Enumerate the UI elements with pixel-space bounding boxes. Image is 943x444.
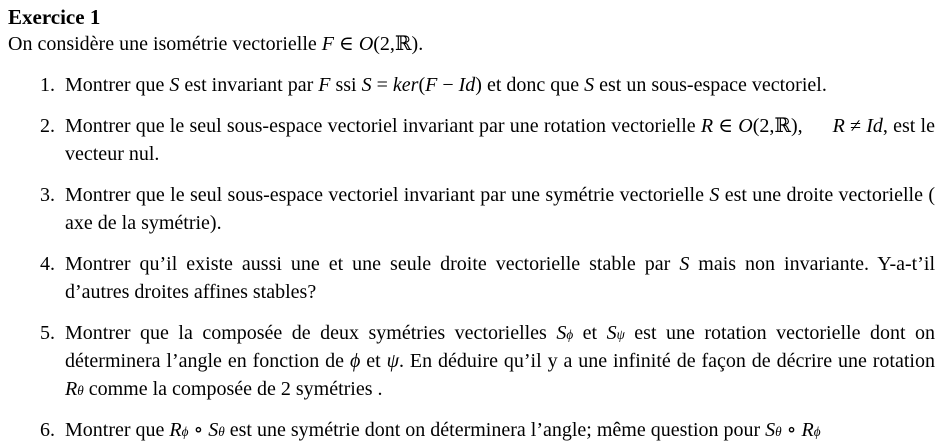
item-number: 5.: [40, 322, 55, 344]
exercise-item-5: [8, 319, 935, 403]
item-text: Montrer que la composée de deux symétries vectorielles $S_\phi$ et $S_\psi$ est une rotation vectorielle dont on déterminera l’angle en fonction de ϕ et ψ. En déduire qu’il y a une infinité de façon de décrire une rotation $R_\theta$ comme la composée de 2 symétries .: [65, 322, 935, 400]
exercise-item-6: [8, 416, 935, 444]
item-number: 3.: [40, 184, 55, 206]
item-text: Montrer que $R_\phi$ ∘ $S_\theta$ est une symétrie dont on déterminera l’angle; même question pour $S_\theta$ ∘ $R_\phi$: [65, 419, 821, 441]
item-text: Montrer qu’il existe aussi une et une seule droite vectorielle stable par S mais non invariante. Y-a-t’il d’autres droites affines stables?: [65, 253, 935, 303]
item-number: 2.: [40, 115, 55, 137]
item-number: 6.: [40, 419, 55, 441]
item-text: Montrer que S est invariant par F ssi S = ker(F − Id) et donc que S est un sous-espace vectoriel.: [65, 74, 827, 96]
exercise-item-1: [8, 71, 935, 99]
exercise-item-3: [8, 181, 935, 237]
item-text: Montrer que le seul sous-espace vectoriel invariant par une rotation vectorielle R ∈ O(2,ℝ), R ≠ Id, est le vecteur nul.: [65, 115, 935, 165]
exercise-item-4: [8, 250, 935, 306]
intro-paragraph: On considère une isométrie vectorielle F ∈ O(2,ℝ).: [8, 33, 424, 55]
exercise-item-2: [8, 112, 935, 168]
exercise-title: Exercice 1: [8, 5, 101, 29]
item-number: 4.: [40, 253, 55, 275]
item-text: Montrer que le seul sous-espace vectoriel invariant par une symétrie vectorielle S est une droite vectorielle ( axe de la symétrie).: [65, 184, 935, 234]
exercise-list: [8, 71, 935, 444]
item-number: 1.: [40, 74, 55, 96]
